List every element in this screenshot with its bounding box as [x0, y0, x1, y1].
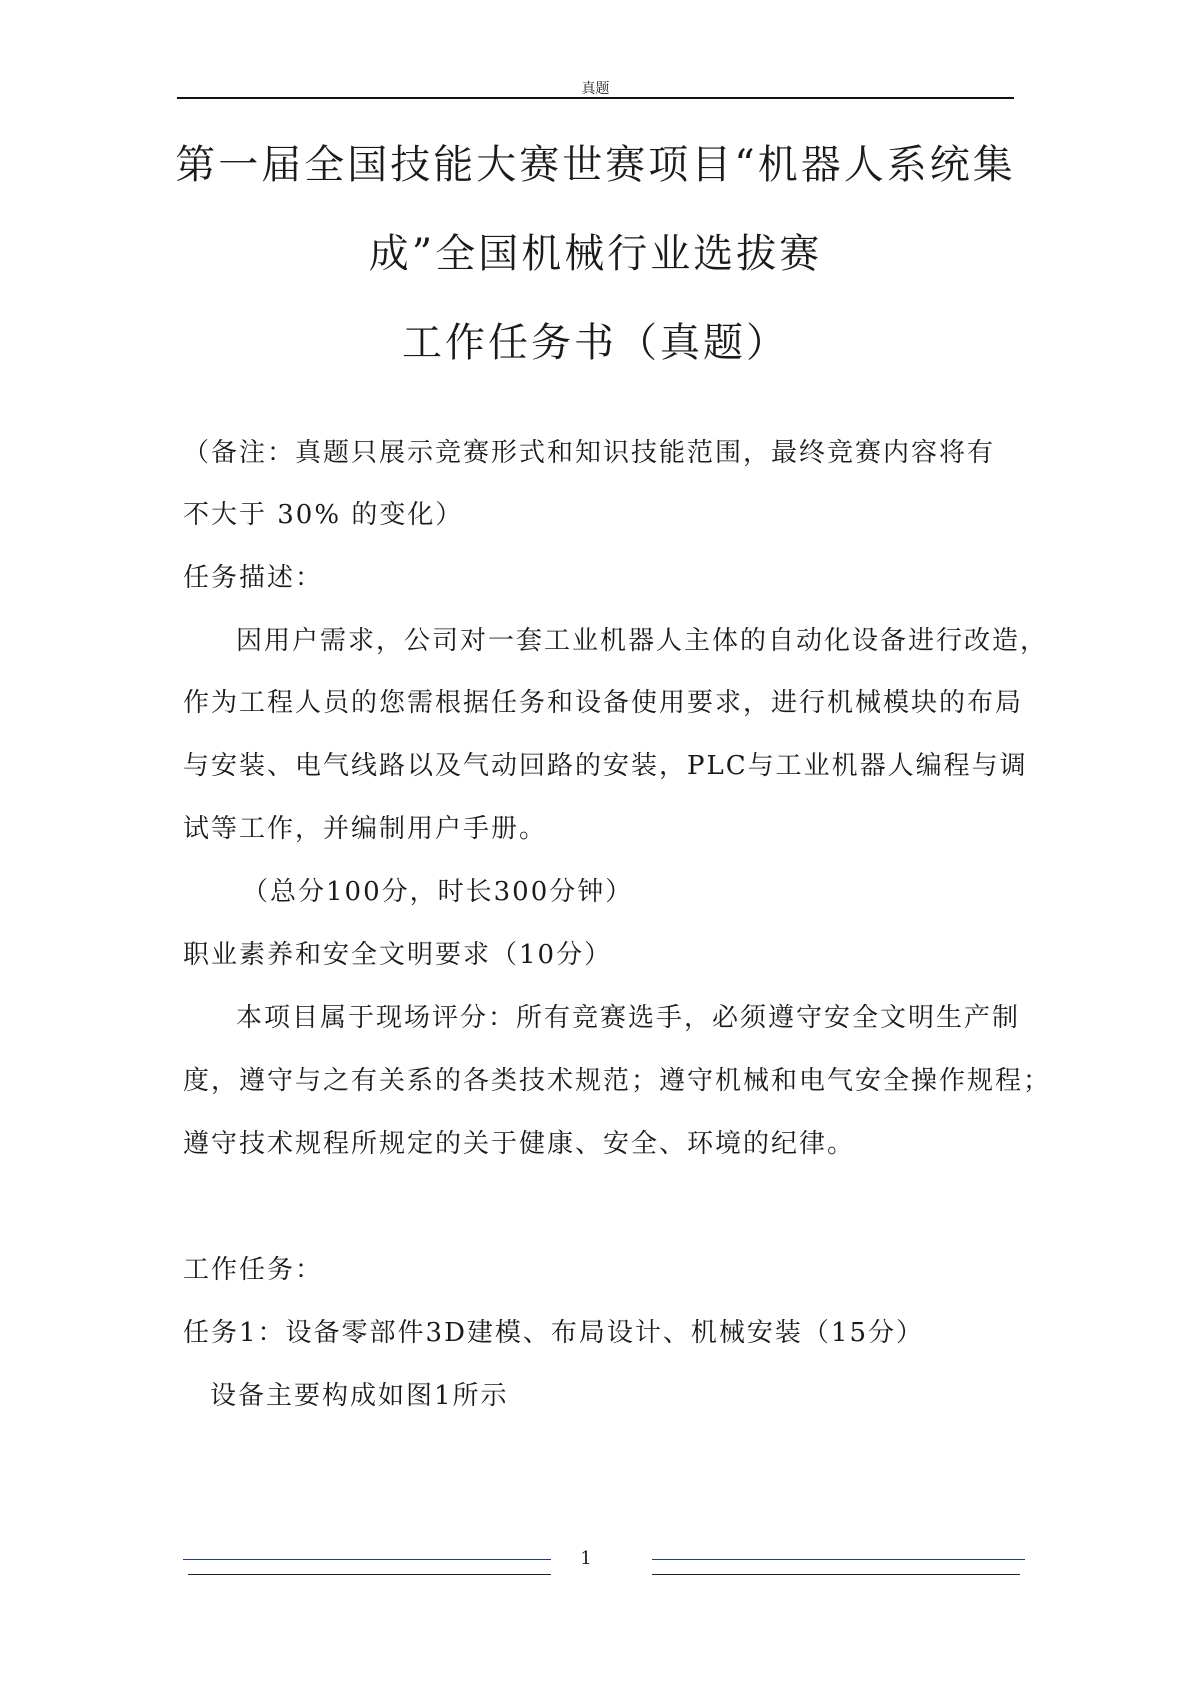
- title-line-3: 工作任务书（真题）: [402, 320, 789, 366]
- task-description-line-3: 与安装、电气线路以及气动回路的安装，PLC与工业机器人编程与调: [183, 751, 1028, 781]
- professional-requirements-line-2: 度，遵守与之有关系的各类技术规范；遵守机械和电气安全操作规程；: [183, 1066, 1052, 1096]
- task-description-line-1: 因用户需求，公司对一套工业机器人主体的自动化设备进行改造，: [236, 626, 1049, 656]
- task-description-line-4: 试等工作，并编制用户手册。: [183, 814, 548, 844]
- task-description-line-2: 作为工程人员的您需根据任务和设备使用要求，进行机械模块的布局: [183, 688, 1024, 718]
- task-description-heading: 任务描述：: [183, 563, 324, 593]
- title-line-2: 成”全国机械行业选拔赛: [368, 231, 823, 277]
- note-line-1: （备注：真题只展示竞赛形式和知识技能范围，最终竞赛内容将有: [183, 438, 996, 468]
- footer-rule-left-lower: [188, 1574, 551, 1575]
- footer-rule-left-upper: [183, 1559, 551, 1560]
- score-and-duration: （总分100分，时长300分钟）: [242, 877, 634, 907]
- page-number: 1: [580, 1548, 592, 1569]
- footer-rule-right-upper: [652, 1559, 1025, 1560]
- professional-requirements-line-1: 本项目属于现场评分：所有竞赛选手，必须遵守安全文明生产制: [236, 1003, 1021, 1033]
- footer-rule-right-lower: [652, 1574, 1020, 1575]
- task-1-heading: 任务1：设备零部件3D建模、布局设计、机械安装（15分）: [183, 1318, 925, 1348]
- header-text: 真题: [581, 81, 610, 97]
- work-tasks-heading: 工作任务：: [183, 1255, 324, 1285]
- professional-requirements-heading: 职业素养和安全文明要求（10分）: [183, 940, 613, 970]
- title-line-1: 第一届全国技能大赛世赛项目“机器人系统集: [175, 142, 1016, 188]
- task-1-line-1: 设备主要构成如图1所示: [210, 1381, 509, 1411]
- professional-requirements-line-3: 遵守技术规程所规定的关于健康、安全、环境的纪律。: [183, 1129, 856, 1159]
- header-rule: [177, 97, 1014, 99]
- note-line-2: 不大于 30% 的变化）: [183, 500, 464, 530]
